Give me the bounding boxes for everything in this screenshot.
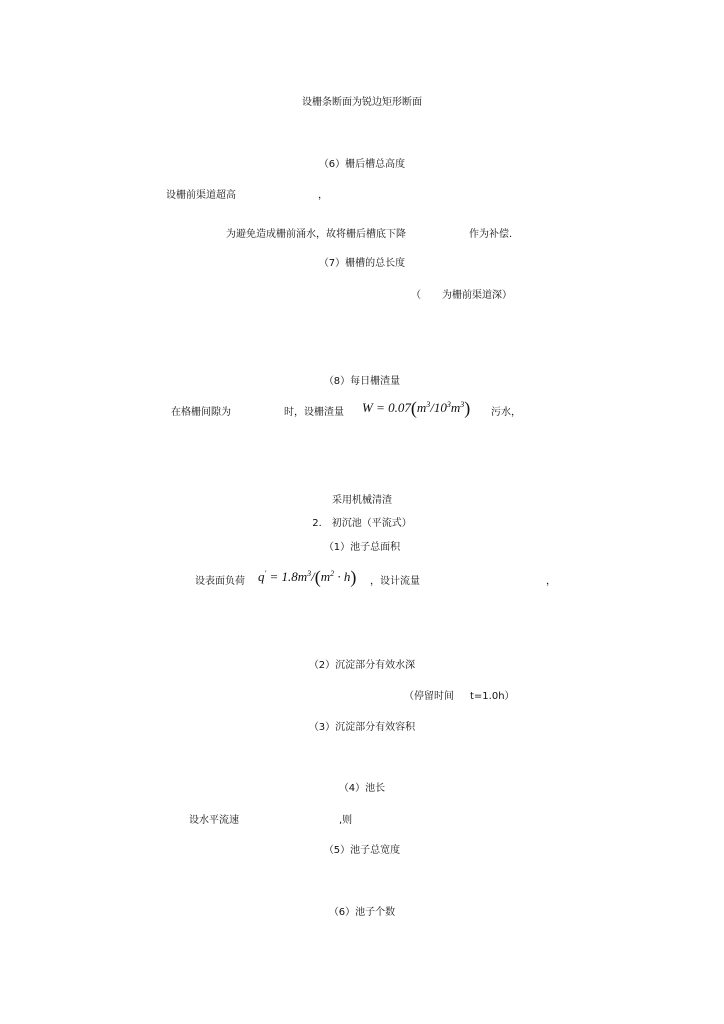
formula-w-exp: 3 xyxy=(426,400,431,409)
mechanical-cleaning-note: 采用机械清渣 xyxy=(332,495,392,506)
formula-q-exp: 3 xyxy=(307,569,312,578)
design-flow-text: ，设计流量 xyxy=(370,576,420,587)
heading-tank-count: （6）池子个数 xyxy=(328,907,396,918)
screenings-text: 时，设栅渣量 xyxy=(284,407,344,418)
design-flow-comma: ， xyxy=(546,576,556,587)
surface-load-text: 设表面负荷 xyxy=(195,576,245,587)
section-primary-clarifier: 2． 初沉池（平流式） xyxy=(312,518,412,529)
freeboard-comma: ， xyxy=(318,190,328,201)
formula-q-unit: m xyxy=(320,569,331,584)
channel-depth-paren: （ xyxy=(411,290,421,301)
formula-q-exp: 2 xyxy=(330,569,335,578)
screen-gap-text: 在格栅间隙为 xyxy=(171,407,231,418)
formula-w-exp: 3 xyxy=(460,400,465,409)
heading-daily-screenings: （8）每日栅渣量 xyxy=(323,376,401,387)
freeboard-text: 设栅前渠道超高 xyxy=(166,190,236,201)
formula-q-prime: ' xyxy=(264,569,267,578)
screenings-text-end: 污水， xyxy=(491,407,521,418)
heading-total-area: （1）池子总面积 xyxy=(323,542,401,553)
formula-close-paren: ) xyxy=(350,567,357,587)
formula-q-slash: / xyxy=(311,569,315,584)
heading-trough-height: （6）栅后槽总高度 xyxy=(318,159,406,170)
formula-open-paren: ( xyxy=(314,567,321,587)
horizontal-velocity-text: 设水平流速 xyxy=(189,815,239,826)
formula-open-paren: ( xyxy=(410,398,417,418)
screenings-formula xyxy=(362,398,470,416)
formula-w-denominator: /10 xyxy=(430,400,447,415)
horizontal-velocity-then: ,则 xyxy=(339,815,353,826)
channel-depth-note: 为栅前渠道深） xyxy=(442,290,512,301)
formula-w-exp: 3 xyxy=(446,400,451,409)
formula-q-lhs: q xyxy=(258,569,265,584)
retention-time-value: t=1.0h） xyxy=(470,691,515,702)
formula-w-unit: m xyxy=(450,400,461,415)
heading-tank-length: （4）池长 xyxy=(338,783,386,794)
retention-time-label: （停留时间 xyxy=(404,691,454,702)
heading-effective-depth: （2）沉淀部分有效水深 xyxy=(308,660,416,671)
formula-close-paren: ) xyxy=(464,398,471,418)
grid-section-note: 设栅条断面为锐边矩形断面 xyxy=(302,97,422,108)
surface-load-formula xyxy=(258,567,356,585)
heading-effective-volume: （3）沉淀部分有效容积 xyxy=(308,722,416,733)
formula-w-lhs: W = 0.07 xyxy=(362,400,411,415)
heading-total-width: （5）池子总宽度 xyxy=(323,845,401,856)
formula-q-value: = 1.8 xyxy=(266,569,298,584)
trough-drop-note: 为避免造成栅前涌水，故将栅后槽底下降 xyxy=(226,229,406,240)
trough-drop-note-end: 作为补偿． xyxy=(469,229,519,240)
formula-w-unit: m xyxy=(416,400,427,415)
formula-q-hour: · h xyxy=(334,569,351,584)
formula-q-unit: m xyxy=(297,569,308,584)
heading-trough-length: （7）栅槽的总长度 xyxy=(318,258,406,269)
